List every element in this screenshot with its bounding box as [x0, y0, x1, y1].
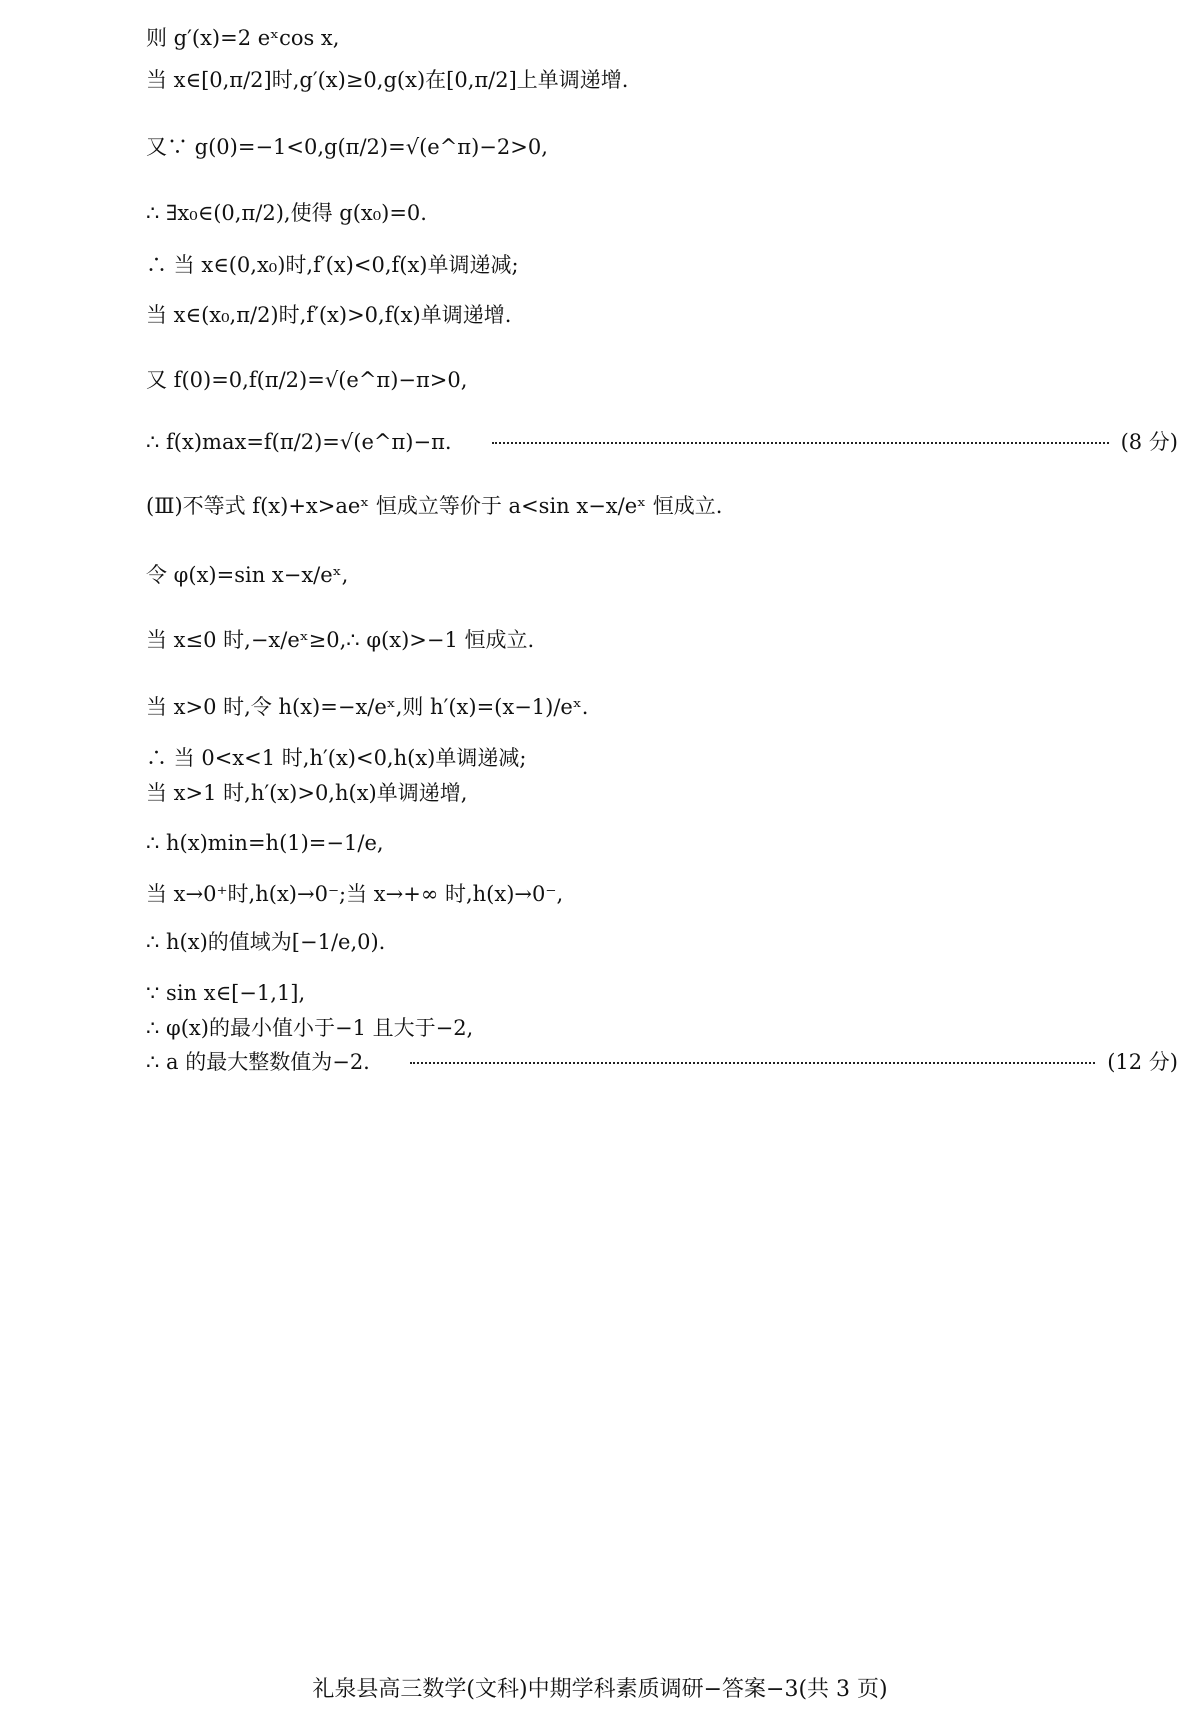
solution-line: 当 x∈(x₀,π/2)时,f′(x)>0,f(x)单调递增. [146, 303, 512, 327]
solution-line: 又 f(0)=0,f(π/2)=√(e^π)−π>0, [146, 368, 468, 392]
solution-line: 又∵ g(0)=−1<0,g(π/2)=√(e^π)−2>0, [146, 135, 548, 159]
solution-line: 令 φ(x)=sin x−x/eˣ, [146, 563, 349, 587]
page-footer: 礼泉县高三数学(文科)中期学科素质调研−答案−3(共 3 页) [312, 1677, 888, 1702]
solution-line: ∴ φ(x)的最小值小于−1 且大于−2, [146, 1016, 474, 1040]
solution-line: ∴ ∃x₀∈(0,π/2),使得 g(x₀)=0. [146, 201, 427, 225]
solution-line: ∴ h(x)的值域为[−1/e,0). [146, 930, 386, 954]
solution-line: 当 x∈[0,π/2]时,g′(x)≥0,g(x)在[0,π/2]上单调递增. [146, 68, 629, 92]
solution-line: ∴ 当 x∈(0,x₀)时,f′(x)<0,f(x)单调递减; [146, 253, 519, 277]
solution-line: 当 x>0 时,令 h(x)=−x/eˣ,则 h′(x)=(x−1)/eˣ. [146, 695, 589, 719]
leader-dots [410, 1062, 1095, 1064]
solution-line: ∴ a 的最大整数值为−2. [146, 1050, 370, 1074]
solution-line: 当 x≤0 时,−x/eˣ≥0,∴ φ(x)>−1 恒成立. [146, 628, 535, 652]
leader-dots [492, 442, 1109, 444]
solution-line: 当 x>1 时,h′(x)>0,h(x)单调递增, [146, 781, 468, 805]
solution-line: ∵ sin x∈[−1,1], [146, 981, 306, 1005]
solution-line: (Ⅲ)不等式 f(x)+x>aeˣ 恒成立等价于 a<sin x−x/eˣ 恒成立. [146, 494, 723, 518]
score-row [146, 1052, 1178, 1073]
solution-line: 当 x→0⁺时,h(x)→0⁻;当 x→+∞ 时,h(x)→0⁻, [146, 882, 564, 906]
solution-line: ∴ f(x)max=f(π/2)=√(e^π)−π. [146, 430, 452, 454]
solution-line: 则 g′(x)=2 eˣcos x, [146, 26, 340, 50]
score-label: (8 分) [1120, 430, 1178, 454]
score-label: (12 分) [1107, 1050, 1178, 1074]
solution-line: ∴ h(x)min=h(1)=−1/e, [146, 831, 384, 855]
score-row [146, 432, 1178, 453]
solution-line: ∴ 当 0<x<1 时,h′(x)<0,h(x)单调递减; [146, 746, 527, 770]
